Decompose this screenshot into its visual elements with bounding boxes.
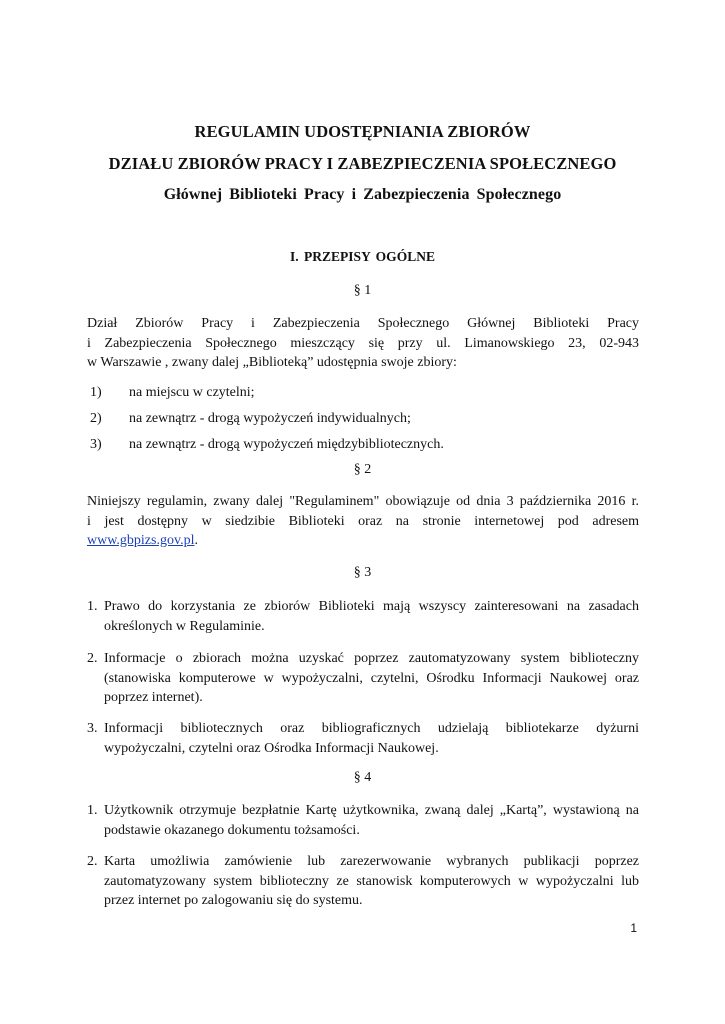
- document-title-line-2: DZIAŁU ZBIORÓW PRACY I ZABEZPIECZENIA SPOŁECZNEGO: [108, 154, 617, 173]
- document-subtitle: Głównej Biblioteki Pracy i Zabezpieczenia Społecznego: [163, 186, 562, 203]
- list-item-line: Informacji bibliotecznych oraz bibliograficznych udzielają bibliotekarze dyżurni: [104, 721, 639, 736]
- list-item-text: [104, 801, 639, 840]
- list-item-number: 3): [90, 437, 102, 452]
- list-item-line: Użytkownik otrzymuje bezpłatnie Kartę użytkownika, zwaną dalej „Kartą”, wystawioną na: [104, 803, 639, 818]
- list-item-line: przez internet po zalogowaniu się do systemu.: [104, 893, 363, 908]
- paragraph-2-link-line: [87, 531, 639, 551]
- list-item-line: Informacje o zbiorach można uzyskać poprzez zautomatyzowany system biblioteczny: [104, 651, 639, 666]
- list-item-text: [104, 719, 639, 758]
- page-number: 1: [630, 921, 637, 935]
- paragraph-1-text: [87, 314, 639, 373]
- list-item-number: 3.: [87, 721, 98, 736]
- list-item-line: poprzez internet).: [104, 690, 203, 705]
- list-item-text: na zewnątrz - drogą wypożyczeń międzybibliotecznych.: [129, 437, 444, 452]
- list-item-number: 2.: [87, 854, 98, 869]
- paragraph-mark-3: § 3: [353, 565, 372, 580]
- website-link[interactable]: www.gbpizs.gov.pl: [87, 533, 195, 548]
- list-item-number: 1.: [87, 803, 98, 818]
- list-item-text: na miejscu w czytelni;: [129, 385, 255, 400]
- list-item-number: 1): [90, 385, 102, 400]
- section-heading-general: I. PRZEPISY OGÓLNE: [290, 249, 435, 264]
- list-item-line: Karta umożliwia zamówienie lub zarezerwowanie wybranych publikacji poprzez: [104, 854, 639, 869]
- list-item-number: 2): [90, 411, 102, 426]
- list-item-text: [104, 852, 639, 911]
- list-item-line: Prawo do korzystania ze zbiorów Biblioteki mają wszyscy zainteresowani na zasadach: [104, 599, 639, 614]
- paragraph-2-line: Niniejszy regulamin, zwany dalej "Regulaminem" obowiązuje od dnia 3 października 2016 r.: [87, 494, 639, 509]
- paragraph-2-line: i jest dostępny w siedzibie Biblioteki oraz na stronie internetowej pod adresem: [87, 513, 639, 529]
- list-item-text: [104, 649, 639, 708]
- paragraph-mark-2: § 2: [353, 462, 372, 477]
- list-item-line: podstawie okazanego dokumentu tożsamości.: [104, 822, 360, 838]
- list-item-line: określonych w Regulaminie.: [104, 618, 265, 634]
- paragraph-2-text: [87, 492, 639, 551]
- link-suffix: .: [194, 533, 198, 548]
- list-item-line: zautomatyzowany system biblioteczny ze stanowisk komputerowych w wypożyczalni lub: [104, 873, 639, 889]
- list-item-line: (stanowiska komputerowe w wypożyczalni, czytelni, Ośrodku Informacji Naukowej oraz: [104, 670, 639, 686]
- paragraph-1-line: w Warszawie , zwany dalej „Biblioteką” udostępnia swoje zbiory:: [87, 355, 457, 370]
- list-item-text: na zewnątrz - drogą wypożyczeń indywidualnych;: [129, 411, 411, 426]
- list-item-text: [104, 597, 639, 636]
- paragraph-mark-4: § 4: [353, 770, 372, 785]
- list-item-line: wypożyczalni, czytelni oraz Ośrodka Informacji Naukowej.: [104, 740, 439, 756]
- paragraph-mark-1: § 1: [353, 283, 372, 298]
- document-title-line-1: REGULAMIN UDOSTĘPNIANIA ZBIORÓW: [194, 122, 531, 141]
- paragraph-1-line: i Zabezpieczenia Społecznego mieszczący się przy ul. Limanowskiego 23, 02-943: [87, 335, 639, 351]
- list-item-number: 2.: [87, 651, 98, 666]
- paragraph-1-line: Dział Zbiorów Pracy i Zabezpieczenia Społecznego Głównej Biblioteki Pracy: [87, 316, 639, 331]
- list-item-number: 1.: [87, 599, 98, 614]
